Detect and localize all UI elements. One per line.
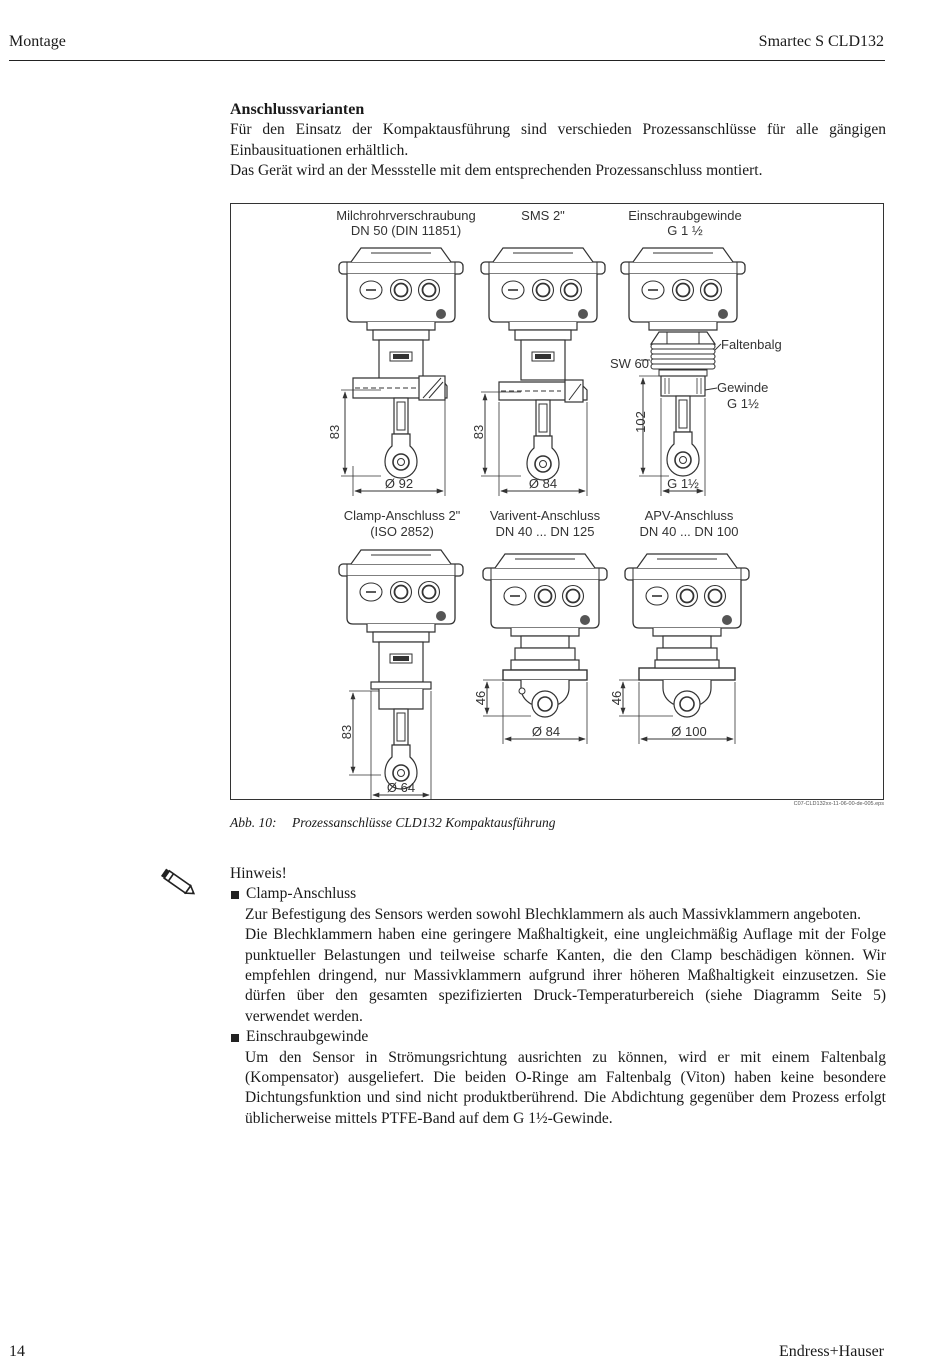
footer-company: Endress+Hauser (779, 1343, 884, 1360)
variant-title: Clamp-Anschluss 2" (343, 508, 461, 523)
variant-subtitle: DN 40 ... DN 100 (639, 524, 739, 539)
note-block (230, 864, 886, 1129)
section-paragraph-1: Für den Einsatz der Kompaktausführung sind verschieden Prozessanschlüsse für alle gängigen Einbausituationen erhältlich. (230, 121, 886, 159)
dim-vertical: 83 (339, 724, 354, 740)
variant-sms (471, 208, 605, 496)
variant-title: APV-Anschluss (644, 508, 734, 523)
variant-subtitle: G 1 ½ (667, 223, 703, 238)
bullet-square-icon (231, 1034, 239, 1042)
variant-title: Einschraubgewinde (628, 208, 742, 223)
bullet-square-icon (231, 891, 239, 899)
note-item-heading: Einschraubgewinde (246, 1028, 369, 1046)
dim-vertical: 102 (633, 411, 648, 433)
note-item-heading: Clamp-Anschluss (246, 885, 357, 903)
figure-caption-text: Prozessanschlüsse CLD132 Kompaktausführung (292, 815, 556, 830)
note-item-paragraph: Zur Befestigung des Sensors werden sowohl Blechklammern als auch Massivklammern angeboten. (245, 905, 861, 923)
figure-caption (230, 815, 556, 831)
header-product-name: Smartec S CLD132 (758, 33, 884, 50)
label-faltenbalg: Faltenbalg (721, 337, 782, 352)
variant-apv (609, 508, 749, 744)
section-title: Anschlussvarianten (230, 101, 365, 118)
dim-horizontal: Ø 64 (386, 780, 416, 795)
variant-clamp (339, 508, 463, 799)
dim-vertical: 46 (473, 690, 488, 706)
variant-milchrohr (327, 208, 476, 496)
section-paragraph-2: Das Gerät wird an der Messstelle mit dem entsprechenden Prozessanschluss montiert. (230, 162, 763, 179)
note-item-paragraph: Die Blechklammern haben eine geringere Maßhaltigkeit, eine ungleichmäßig Auflage mit der Folge punktueller Belastungen und teilweise scharfe Kanten, die den Clamp beschädigen können. Wir empfehlen dringend, nur Massivklammern aufgrund ihrer höheren Maßhaltigkeit einzusetzen. Sie dürfen über den gesamten spezifizierten Druck-Temperaturbereich (siehe Diagramm Seite 5) verwendet werden. (245, 926, 886, 1025)
dim-vertical: 83 (471, 424, 486, 440)
variant-title: Milchrohrverschraubung (336, 208, 476, 223)
note-item-einschraubgewinde (230, 1027, 886, 1047)
pencil-note-icon (158, 866, 198, 900)
note-item-clamp (230, 884, 886, 904)
figure-caption-number: Abb. 10: (230, 815, 277, 830)
dim-horizontal: G 1½ (667, 476, 699, 491)
label-gewinde-size: G 1½ (727, 396, 759, 411)
header-section-title: Montage (9, 33, 66, 50)
dim-horizontal: Ø 100 (671, 724, 707, 739)
dim-vertical: 46 (609, 690, 624, 706)
variant-varivent (473, 508, 607, 744)
variant-einschraubgewinde (610, 208, 782, 496)
note-title: Hinweis! (230, 865, 287, 882)
variant-subtitle: DN 40 ... DN 125 (495, 524, 595, 539)
variant-title: SMS 2" (521, 208, 565, 223)
dim-vertical: 83 (327, 424, 342, 440)
dim-horizontal: Ø 84 (531, 724, 561, 739)
figure-drawing (231, 204, 885, 801)
figure-file-code: C07-CLD132xx-11-06-00-de-005.eps (793, 801, 884, 807)
dim-horizontal: Ø 92 (384, 476, 414, 491)
figure-process-connections (230, 203, 884, 800)
header-rule (9, 60, 885, 61)
note-item-paragraph: Um den Sensor in Strömungsrichtung ausrichten zu können, wird er mit einem Faltenbalg (Kompensator) ausgeliefert. Die beiden O-Ringe am Faltenbalg (Viton) haben keine besondere Dichtungsfunktion und sind nicht produktberührend. Die Abdichtung gegenüber dem Prozess erfolgt üblicherweise mittels PTFE-Band auf dem G 1½-Gewinde. (245, 1048, 886, 1127)
label-gewinde: Gewinde (717, 380, 769, 395)
variant-subtitle: DN 50 (DIN 11851) (350, 223, 462, 238)
dim-horizontal: Ø 84 (528, 476, 558, 491)
section-anschlussvarianten (230, 100, 886, 182)
variant-title: Varivent-Anschluss (489, 508, 601, 523)
label-sw60: SW 60 (610, 356, 650, 371)
variant-subtitle: (ISO 2852) (370, 524, 434, 539)
page-number: 14 (9, 1343, 25, 1360)
